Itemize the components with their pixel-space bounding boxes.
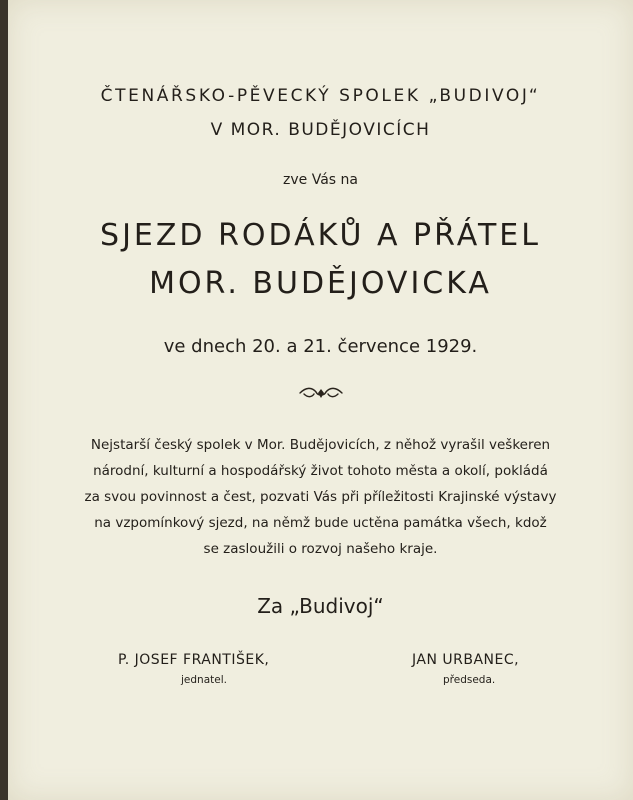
invite-line: zve Vás na (283, 172, 358, 188)
body-line: za svou povinnost a čest, pozvati Vás při příležitosti Krajinské výstavy (84, 489, 557, 505)
event-title-line-2: MOR. BUDĚJOVICKA (149, 266, 492, 301)
body-line: se zasloužili o rozvoj našeho kraje. (203, 541, 438, 557)
signer-2-role: předseda. (443, 674, 496, 686)
sign-off: Za „Budivoj“ (257, 594, 384, 618)
invitation-sheet (8, 0, 633, 800)
body-line: národní, kulturní a hospodářský život tohoto města a okolí, pokládá (93, 463, 548, 479)
body-line: Nejstarší český spolek v Mor. Budějovicích, z něhož vyrašil veškeren (90, 437, 551, 453)
body-line: na vzpomínkový sjezd, na němž bude uctěna památka všech, kdož (94, 515, 547, 531)
signer-1-role: jednatel. (181, 674, 227, 686)
signer-2-name: JAN URBANEC, (412, 652, 520, 668)
society-name: ČTENÁŘSKO-PĚVECKÝ SPOLEK „BUDIVOJ“ (100, 86, 541, 106)
society-place: V MOR. BUDĚJOVICÍCH (210, 120, 431, 140)
event-dates: ve dnech 20. a 21. července 1929. (163, 336, 478, 357)
signer-1-name: P. JOSEF FRANTIŠEK, (118, 652, 270, 668)
event-title-line-1: SJEZD RODÁKŮ A PŘÁTEL (100, 218, 541, 253)
invitation-body (68, 432, 573, 562)
fleuron-ornament-icon (298, 384, 344, 402)
